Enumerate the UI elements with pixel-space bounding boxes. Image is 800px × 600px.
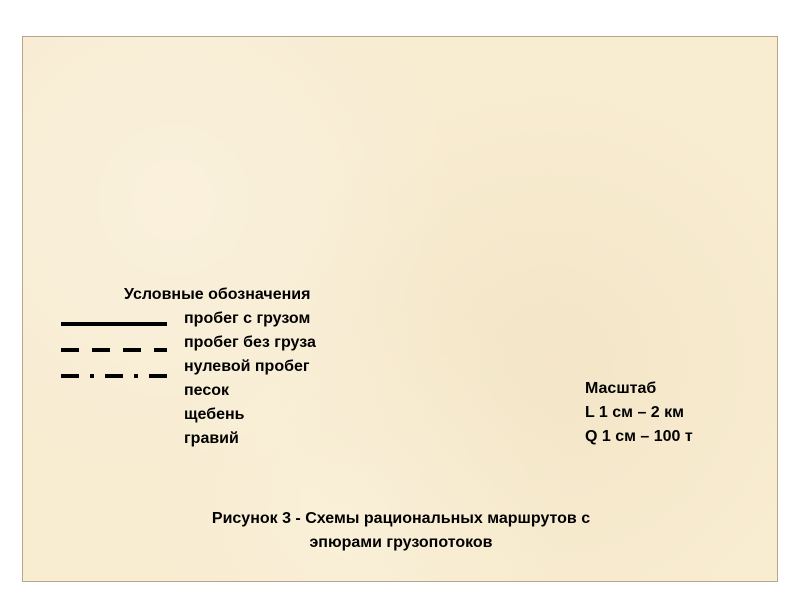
legend-item-sand: песок xyxy=(184,382,230,399)
legend-title: Условные обозначения xyxy=(124,286,311,303)
slide-panel xyxy=(22,36,778,582)
legend-item-empty-run: пробег без груза xyxy=(184,334,316,351)
caption-line-1: Рисунок 3 - Схемы рациональных маршрутов с xyxy=(211,510,591,527)
caption-line-2: эпюрами грузопотоков xyxy=(309,534,493,551)
legend-item-gravel: гравий xyxy=(184,430,239,447)
legend-item-loaded-run: пробег с грузом xyxy=(184,310,311,327)
scale-quantity: Q 1 см – 100 т xyxy=(585,428,693,445)
legend-item-zero-run: нулевой пробег xyxy=(184,358,310,375)
scale-length: L 1 см – 2 км xyxy=(585,404,684,421)
legend-line-samples xyxy=(59,315,171,385)
figure-caption xyxy=(23,507,779,555)
legend-item-crushed-stone: щебень xyxy=(184,406,245,423)
scale-title: Масштаб xyxy=(585,380,657,397)
